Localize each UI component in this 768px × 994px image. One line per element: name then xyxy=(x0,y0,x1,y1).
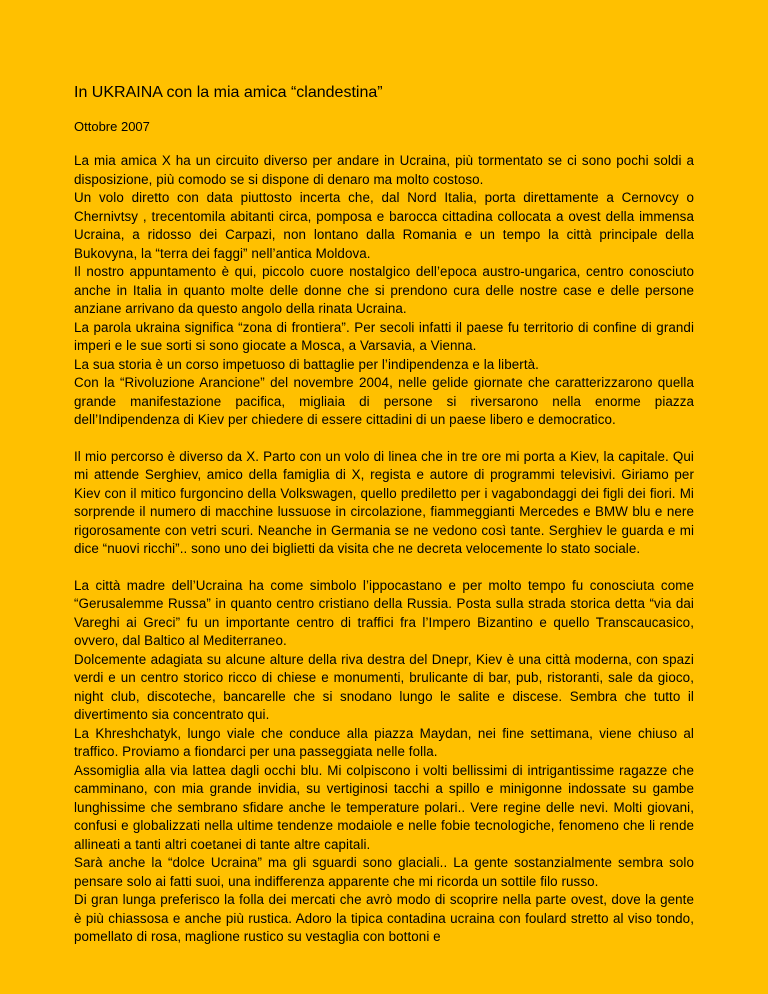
paragraph-sentence: Sarà anche la “dolce Ucraina” ma gli sguardi sono glaciali.. La gente sostanzialmente sembra solo pensare solo ai fatti suoi, una indifferenza apparente che mi ricorda un sottile filo russo. xyxy=(74,855,694,889)
paragraph-sentence: Con la “Rivoluzione Arancione” del novembre 2004, nelle gelide giornate che caratterizzarono quella grande manifestazione pacifica, migliaia di persone si riversarono nella enorme piazza dell’Indipendenza di Kiev per chiedere di essere cittadini di un paese libero e democratico. xyxy=(74,375,694,427)
paragraph-sentence: La mia amica X ha un circuito diverso per andare in Ucraina, più tormentato se ci sono pochi soldi a disposizione, più comodo se si dispone di denaro ma molto costoso. xyxy=(74,153,694,187)
paragraph-sentence: La sua storia è un corso impetuoso di battaglie per l’indipendenza e la libertà. xyxy=(74,356,539,372)
paragraph-sentence: La parola ukraina significa “zona di frontiera”. Per secoli infatti il paese fu territorio di confine di grandi imperi e le sue sorti si sono giocate a Mosca, a Varsavia, a Vienna. xyxy=(74,319,694,353)
paragraph-3 xyxy=(74,577,694,947)
paragraph-2 xyxy=(74,448,694,559)
paragraph-sentence: Assomiglia alla via lattea dagli occhi blu. Mi colpiscono i volti bellissimi di intrigantissime ragazze che camminano, con mia grande invidia, su vertiginosi tacchi a spillo e minigonne indossate su gambe lunghissime che sembrano sfidare anche le temperature polari.. Vere regine delle nevi. Molti giovani, confusi e globalizzati nella ultime tendenze modaiole e nelle fobie tecnologiche, fenomeno che li rende allineati a tanti altri coetanei di tante altre capitali. xyxy=(74,762,694,852)
paragraph-sentence: La Khreshchatyk, lungo viale che conduce alla piazza Maydan, nei fine settimana, viene chiuso al traffico. Proviamo a fiondarci per una passeggiata nelle folla. xyxy=(74,725,694,759)
paragraph-sentence: Il mio percorso è diverso da X. Parto con un volo di linea che in tre ore mi porta a Kiev, la capitale. Qui mi attende Serghiev, amico della famiglia di X, regista e autore di programmi televisivi. Giriamo per Kiev con il mitico furgoncino della Volkswagen, quello prediletto per i vagabondaggi dei figli dei fiori. Mi sorprende il numero di macchine lussuose in circolazione, fiammeggianti Mercedes e BMW blu e nere rigorosamente con vetri scuri. Neanche in Germania se ne vedono così tante. Serghiev le guarda e mi dice “nuovi ricchi”.. sono uno dei biglietti da visita che ne decreta velocemente lo stato sociale. xyxy=(74,448,694,556)
paragraph-sentence: Di gran lunga preferisco la folla dei mercati che avrò modo di scoprire nella parte ovest, dove la gente è più chiassosa e anche più rustica. Adoro la tipica contadina ucraina con foulard stretto al viso tondo, pomellato di rosa, maglione rustico su vestaglia con bottoni e xyxy=(74,892,694,944)
paragraph-sentence: La città madre dell’Ucraina ha come simbolo l’ippocastano e per molto tempo fu conosciuta come “Gerusalemme Russa” in quanto centro cristiano della Russia. Posta sulla strada storica detta “via dai Vareghi ai Greci” fu un importante centro di traffici fra l’Impero Bizantino e quello Transcaucasico, ovvero, dal Baltico al Mediterraneo. xyxy=(74,577,694,648)
paragraph-sentence: Un volo diretto con data piuttosto incerta che, dal Nord Italia, porta direttamente a Cernovcy o Chernivtsy , trecentomila abitanti circa, pomposa e barocca cittadina collocata a ovest della immensa Ucraina, a ridosso dei Carpazi, non lontano dalla Romania e un tempo la città principale della Bukovyna, la “terra dei faggi” nell’antica Moldova. xyxy=(74,190,694,261)
document-date: Ottobre 2007 xyxy=(74,119,150,134)
paragraph-sentence: Il nostro appuntamento è qui, piccolo cuore nostalgico dell’epoca austro-ungarica, centro conosciuto anche in Italia in quanto molte delle donne che si prendono cura delle nostre case e delle persone anziane arrivano da questo angolo della rinata Ucraina. xyxy=(74,264,694,316)
paragraph-1 xyxy=(74,152,694,430)
paragraph-sentence: Dolcemente adagiata su alcune alture della riva destra del Dnepr, Kiev è una città moderna, con spazi verdi e un centro storico ricco di chiese e monumenti, brulicante di bar, pub, ristoranti, sale da gioco, night club, discoteche, bancarelle che si snodano lungo le salite e discese. Sembra che tutto il divertimento sia concentrato qui. xyxy=(74,651,694,722)
document-title: In UKRAINA con la mia amica “clandestina” xyxy=(74,84,383,101)
